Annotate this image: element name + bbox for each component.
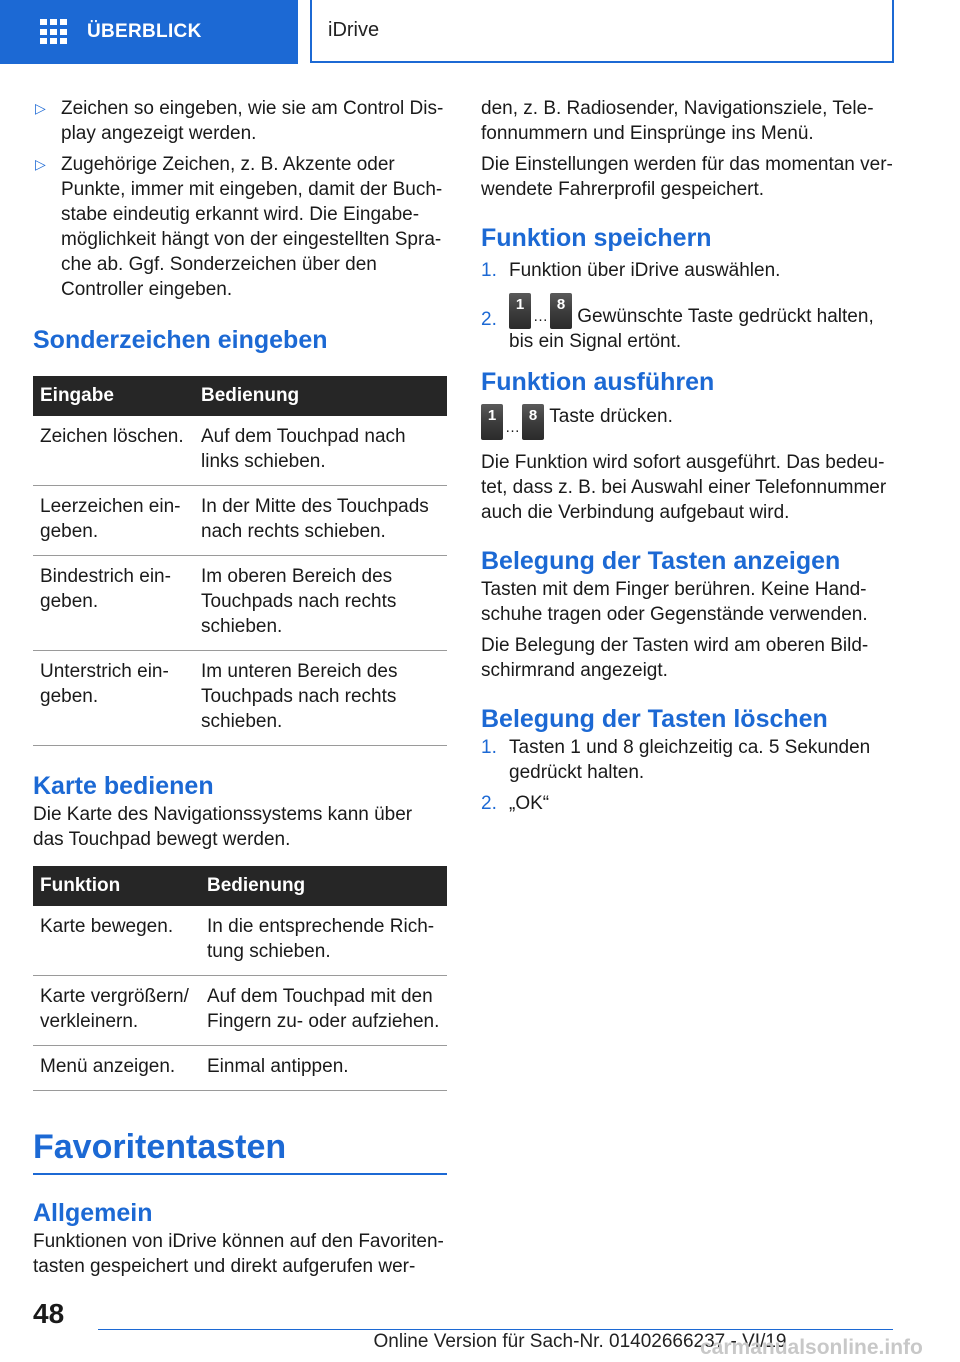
allgemein-text: Funktionen von iDrive können auf den Favoriten‐ tasten gespeichert und direkt aufgerufen wer‐ [33,1231,444,1277]
table-cell: Karte vergrößern/ verkleinern. [33,976,200,1046]
footer-online-version: Online Version für Sach-Nr. 01402666237 - VI/19 [373,1331,787,1352]
table-cell: Karte bewegen. [33,906,200,976]
input-table [33,376,447,746]
table-cell: Auf dem Touchpad nach links schieben. [194,416,447,486]
table-header: Bedienung [200,866,447,906]
triangle-bullet-icon: ▷ [35,156,46,172]
list-item: 1. Tasten 1 und 8 gleichzeitig ca. 5 Sekunden gedrückt halten. [481,737,871,783]
table-row [33,906,447,976]
list-item: 2. 1…8 Gewünschte Taste gedrückt halten, bis ein Signal ertönt. [481,293,893,354]
ausfuehren-text: Die Funktion wird sofort ausgeführt. Das bedeu‐ tet, dass z. B. bei Auswahl einer Telefonnummer auch die Verbindung aufgebaut wird. [481,452,887,523]
speichern-steps [481,258,893,354]
table-cell: In der Mitte des Touchpads nach rechts schieben. [194,486,447,556]
left-column [33,96,447,1279]
table-header: Funktion [33,866,200,906]
section-tab-label: ÜBERBLICK [87,21,202,42]
list-item: 1. Funktion über iDrive auswählen. [481,260,781,281]
heading-speichern: Funktion speichern [481,224,712,252]
list-item: ▷ Zugehörige Zeichen, z. B. Akzente oder Punkte, immer mit eingeben, damit der Buch‐ stabe eindeutig erkannt wird. Die Eingabe‐ möglichkeit hängt von der eingestellten Spra‐ che ab. Ggf. Sonderzeichen über den Controller eingeben. [35,154,443,300]
table-cell: Einmal antippen. [200,1046,447,1091]
ausfuehren-key-line: 1…8 Taste drücken. [481,404,893,440]
watermark: carmanualsonline.info [700,1336,923,1359]
table-row [33,651,447,746]
table-cell: Zeichen löschen. [33,416,194,486]
table-cell: Im oberen Bereich des Touchpads nach rechts schieben. [194,556,447,651]
table-row [33,976,447,1046]
table-row [33,556,447,651]
favorite-key-8-icon: 8 [522,404,544,440]
table-cell: Unterstrich ein‐ geben. [33,651,194,746]
heading-anzeigen: Belegung der Tasten anzeigen [481,547,841,575]
heading-allgemein: Allgemein [33,1199,153,1227]
heading-karte: Karte bedienen [33,772,214,800]
table-row [33,1046,447,1091]
favorite-key-1-icon: 1 [509,293,531,329]
table-header: Bedienung [194,376,447,416]
table-cell: Menü anzeigen. [33,1046,200,1091]
heading-sonderzeichen: Sonderzeichen eingeben [33,326,328,354]
favorite-key-8-icon: 8 [550,293,572,329]
footer-divider [98,1329,893,1330]
continuation-text: den, z. B. Radiosender, Navigationsziele, Tele‐ fonnummern und Einsprünge ins Menü. [481,98,874,144]
table-cell: Im unteren Bereich des Touchpads nach rechts schieben. [194,651,447,746]
heading-favoritentasten: Favoritentasten [33,1128,287,1166]
table-row [33,416,447,486]
favoriten-heading-block [33,1125,447,1175]
table-cell: Bindestrich ein‐ geben. [33,556,194,651]
page-number: 48 [33,1298,65,1329]
section-tab[interactable] [0,0,298,64]
anzeigen-text-2: Die Belegung der Tasten wird am oberen Bild‐ schirmrand angezeigt. [481,635,869,681]
karte-text: Die Karte des Navigationssystems kann über das Touchpad bewegt werden. [33,804,413,850]
loeschen-steps [481,735,893,816]
heading-ausfuehren: Funktion ausführen [481,368,715,396]
right-column [481,96,893,822]
key-range-dots: … [505,419,520,436]
settings-text: Die Einstellungen werden für das momentan ver‐ wendete Fahrerprofil gespeichert. [481,154,893,200]
table-header: Eingabe [33,376,194,416]
chapter-title: iDrive [310,0,894,63]
table-cell: Leerzeichen ein‐ geben. [33,486,194,556]
list-item: 2. „OK“ [481,793,550,814]
anzeigen-text-1: Tasten mit dem Finger berühren. Keine Hand‐ schuhe tragen oder Gegenstände verwenden. [481,579,868,625]
map-table [33,866,447,1091]
list-item: ▷ Zeichen so eingeben, wie sie am Control Dis‐ play angezeigt werden. [35,98,444,144]
grid-menu-icon [40,19,68,45]
heading-loeschen: Belegung der Tasten löschen [481,705,828,733]
table-cell: In die entsprechende Rich‐ tung schieben. [200,906,447,976]
triangle-bullet-icon: ▷ [35,100,46,116]
favorite-key-1-icon: 1 [481,404,503,440]
key-range-dots: … [533,308,548,325]
bullet-list [33,96,447,302]
table-row [33,486,447,556]
table-cell: Auf dem Touchpad mit den Fingern zu- oder aufziehen. [200,976,447,1046]
